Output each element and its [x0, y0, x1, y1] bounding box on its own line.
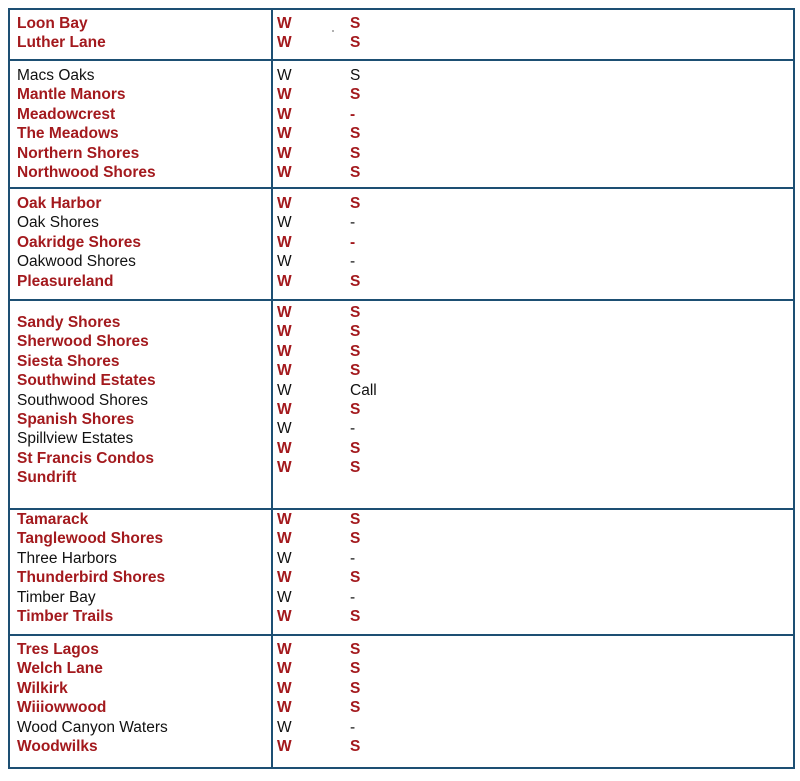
- subdivision-name: Timber Bay: [17, 588, 96, 606]
- table-row: [0, 607, 800, 627]
- water-status: W: [277, 105, 292, 123]
- table-row: [0, 718, 800, 738]
- sewer-status: S: [350, 569, 361, 587]
- water-status: W: [277, 272, 292, 290]
- water-status: W: [277, 34, 292, 52]
- sewer-status: S: [350, 67, 361, 84]
- subdivision-name: Southwood Shores: [17, 391, 148, 409]
- sewer-status: -: [350, 588, 356, 606]
- subdivision-name: Three Harbors: [17, 549, 117, 567]
- table-row: [0, 459, 800, 488]
- table-row: [0, 529, 800, 549]
- subdivision-name: Wiiiowwood: [17, 699, 107, 717]
- subdivision-name: Wilkirk: [17, 679, 68, 697]
- subdivision-name: Luther Lane: [17, 34, 106, 52]
- column-divider: [271, 8, 273, 768]
- water-status: W: [277, 660, 292, 678]
- water-status: W: [277, 420, 292, 438]
- sewer-status: S: [350, 34, 361, 52]
- subdivision-name: Sundrift: [17, 469, 77, 487]
- water-status: W: [277, 699, 292, 717]
- subdivision-name: Thunderbird Shores: [17, 569, 166, 587]
- table-row: [0, 33, 800, 53]
- subdivision-name: Tres Lagos: [17, 641, 99, 658]
- table-row: [0, 659, 800, 679]
- subdivision-name: Sherwood Shores: [17, 333, 149, 351]
- table-row: [0, 66, 800, 86]
- sewer-status: S: [350, 362, 361, 380]
- table-row: [0, 124, 800, 144]
- table-row: [0, 213, 800, 233]
- water-status: W: [277, 253, 292, 271]
- subdivision-name: Northern Shores: [17, 144, 140, 162]
- table-row: [0, 549, 800, 569]
- water-status: W: [277, 738, 292, 755]
- table-bottom-border: [8, 767, 795, 769]
- group-separator-2: [8, 187, 795, 189]
- table-row: [0, 144, 800, 164]
- subdivision-name: Tanglewood Shores: [17, 530, 164, 548]
- table-row: [0, 698, 800, 718]
- water-status: W: [277, 588, 292, 606]
- sewer-status: S: [350, 195, 361, 212]
- subdivision-name: St Francis Condos: [17, 449, 154, 467]
- water-status: W: [277, 125, 292, 143]
- table-row: [0, 362, 800, 391]
- subdivision-name: The Meadows: [17, 125, 119, 143]
- water-status: W: [277, 439, 292, 457]
- subdivision-name: Oak Shores: [17, 214, 99, 232]
- table-row: [0, 252, 800, 272]
- sewer-status: -: [350, 549, 356, 567]
- water-status: W: [277, 718, 292, 736]
- sewer-status: S: [350, 530, 361, 548]
- subdivision-name: Northwood Shores: [17, 164, 156, 181]
- table-row: [0, 163, 800, 183]
- water-status: W: [277, 362, 292, 380]
- subdivision-name: Loon Bay: [17, 15, 88, 32]
- table-row: [0, 568, 800, 588]
- subdivision-name: Timber Trails: [17, 608, 114, 625]
- water-status: W: [277, 233, 292, 251]
- table-row: [0, 510, 800, 530]
- sewer-status: S: [350, 641, 361, 658]
- table-row: [0, 272, 800, 292]
- table-row: [0, 85, 800, 105]
- subdivision-name: Siesta Shores: [17, 352, 120, 370]
- water-status: W: [277, 401, 292, 418]
- subdivision-name: Pleasureland: [17, 272, 114, 290]
- water-status: W: [277, 641, 292, 658]
- sewer-status: S: [350, 738, 361, 755]
- sewer-status: -: [350, 105, 356, 123]
- sewer-status: S: [350, 459, 361, 477]
- sewer-status: -: [350, 214, 356, 232]
- group-separator-4: [8, 508, 795, 510]
- sewer-status: S: [350, 323, 361, 341]
- subdivision-name: Oakridge Shores: [17, 233, 142, 251]
- table-row: [0, 640, 800, 660]
- sewer-status: S: [350, 401, 361, 418]
- sewer-status: S: [350, 439, 361, 457]
- water-status: W: [277, 342, 292, 360]
- water-status: W: [277, 569, 292, 587]
- sewer-status: S: [350, 125, 361, 143]
- sewer-status: S: [350, 272, 361, 290]
- subdivision-name: Oakwood Shores: [17, 253, 136, 271]
- table-row: [0, 679, 800, 699]
- water-status: W: [277, 323, 292, 341]
- sewer-status: S: [350, 608, 361, 625]
- table-left-border: [8, 8, 10, 768]
- water-status: W: [277, 304, 292, 321]
- water-status: W: [277, 459, 292, 477]
- subdivision-name: Sandy Shores: [17, 314, 121, 331]
- sewer-status: S: [350, 164, 361, 181]
- group-separator-5: [8, 634, 795, 636]
- group-separator-1: [8, 59, 795, 61]
- sewer-status: -: [350, 253, 356, 271]
- subdivision-name: Southwind Estates: [17, 372, 156, 390]
- sewer-status: Call: [350, 381, 377, 399]
- table-row: [0, 420, 800, 449]
- water-status: W: [277, 530, 292, 548]
- water-status: W: [277, 511, 292, 528]
- sewer-status: S: [350, 699, 361, 717]
- sewer-status: S: [350, 342, 361, 360]
- sewer-status: S: [350, 86, 361, 104]
- water-status: W: [277, 608, 292, 625]
- subdivision-name: Woodwilks: [17, 738, 98, 755]
- water-status: W: [277, 144, 292, 162]
- table-row: [0, 588, 800, 608]
- water-status: W: [277, 381, 292, 399]
- table-row: [0, 737, 800, 757]
- subdivision-name: Welch Lane: [17, 660, 103, 678]
- water-status: W: [277, 195, 292, 212]
- sewer-status: -: [350, 233, 356, 251]
- sewer-status: S: [350, 679, 361, 697]
- subdivision-name: Oak Harbor: [17, 195, 102, 212]
- sewer-status: -: [350, 718, 356, 736]
- water-status: W: [277, 679, 292, 697]
- water-status: W: [277, 549, 292, 567]
- table-row: [0, 401, 800, 430]
- water-status: W: [277, 67, 292, 84]
- table-row: [0, 233, 800, 253]
- sewer-status: -: [350, 420, 356, 438]
- subdivision-name: Wood Canyon Waters: [17, 718, 168, 736]
- table-row: [0, 323, 800, 352]
- table-row: [0, 194, 800, 214]
- subdivision-name: Meadowcrest: [17, 105, 116, 123]
- water-status: W: [277, 15, 292, 32]
- subdivision-name: Spillview Estates: [17, 430, 134, 448]
- subdivision-name: Mantle Manors: [17, 86, 126, 104]
- table-row: [0, 304, 800, 333]
- sewer-status: S: [350, 511, 361, 528]
- group-separator-3: [8, 299, 795, 301]
- table-row: [0, 105, 800, 125]
- table-right-border: [793, 8, 795, 768]
- group-separator-0: [8, 8, 795, 10]
- table-row: [0, 14, 800, 34]
- subdivision-name: Spanish Shores: [17, 411, 135, 428]
- sewer-status: S: [350, 660, 361, 678]
- water-status: W: [277, 164, 292, 181]
- subdivision-name: Tamarack: [17, 511, 89, 528]
- water-status: W: [277, 214, 292, 232]
- sewer-status: S: [350, 144, 361, 162]
- water-status: W: [277, 86, 292, 104]
- sewer-status: S: [350, 15, 361, 32]
- subdivision-name: Macs Oaks: [17, 67, 95, 84]
- sewer-status: S: [350, 304, 361, 321]
